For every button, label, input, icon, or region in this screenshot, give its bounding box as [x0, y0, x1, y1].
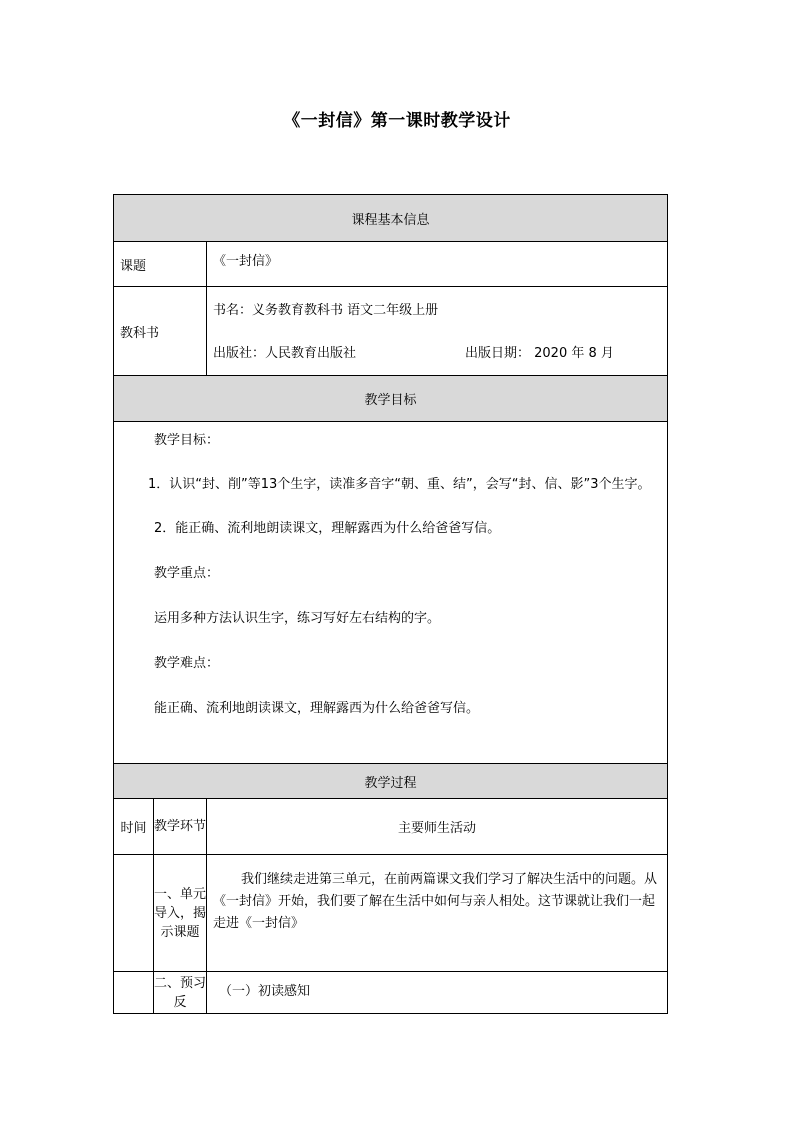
goals-row — [114, 422, 668, 764]
goals-header: 教学目标 — [114, 376, 668, 422]
activity-column-header: 主要师生活动 — [207, 799, 668, 855]
basic-info-header-row — [114, 195, 668, 242]
book-name: 书名：义务教育教科书 语文二年级上册 — [213, 303, 439, 318]
lesson-plan-table — [113, 194, 668, 1014]
difficulties-text: 能正确、流利地朗读课文，理解露西为什么给爸爸写信。 — [154, 701, 480, 716]
basic-info-header: 课程基本信息 — [114, 195, 668, 242]
process-columns-row — [114, 799, 668, 855]
publish-date: 出版日期： 2020 年 8 月 — [465, 346, 614, 361]
key-points-heading: 教学重点： — [154, 566, 220, 581]
process-stage-cell: 一、单元导入，揭示课题 — [154, 855, 207, 972]
textbook-info — [207, 287, 668, 376]
process-row — [114, 855, 668, 972]
key-points-text: 运用多种方法认识生字，练习写好左右结构的字。 — [154, 611, 441, 626]
difficulties-heading: 教学难点： — [154, 656, 220, 671]
process-activity-cell — [207, 855, 668, 972]
time-column-header: 时间 — [114, 799, 154, 855]
process-time-cell — [114, 972, 154, 1014]
process-header: 教学过程 — [114, 764, 668, 799]
page-title: 《一封信》第一课时教学设计 — [283, 111, 511, 131]
goal-item-2: 2．能正确、流利地朗读课文，理解露西为什么给爸爸写信。 — [154, 521, 501, 536]
goals-content — [114, 422, 668, 764]
topic-row — [114, 242, 668, 287]
publisher: 出版社：人民教育出版社 — [213, 346, 357, 361]
goals-heading: 教学目标： — [154, 433, 220, 448]
process-time-cell — [114, 855, 154, 972]
textbook-row — [114, 287, 668, 376]
textbook-label: 教科书 — [114, 287, 207, 376]
topic-label: 课题 — [114, 242, 207, 287]
process-header-row — [114, 764, 668, 799]
process-activity-cell: （一）初读感知 — [207, 972, 668, 1014]
process-stage-cell: 二、预习反 — [154, 972, 207, 1014]
process-activity-text: 我们继续走进第三单元，在前两篇课文我们学习了解决生活中的问题。从《一封信》开始，我们要了解在生活中如何与亲人相处。这节课就让我们一起走进《一封信》 — [213, 872, 658, 931]
topic-value: 《一封信》 — [207, 242, 668, 287]
goals-header-row — [114, 376, 668, 422]
publisher-row — [213, 342, 667, 361]
goal-item-1: 1．认识“封、削”等13个生字，读准多音字“朝、重、结”，会写“封、信、影”3个生字。 — [148, 477, 651, 492]
stage-column-header: 教学环节 — [154, 799, 207, 855]
process-row — [114, 972, 668, 1014]
